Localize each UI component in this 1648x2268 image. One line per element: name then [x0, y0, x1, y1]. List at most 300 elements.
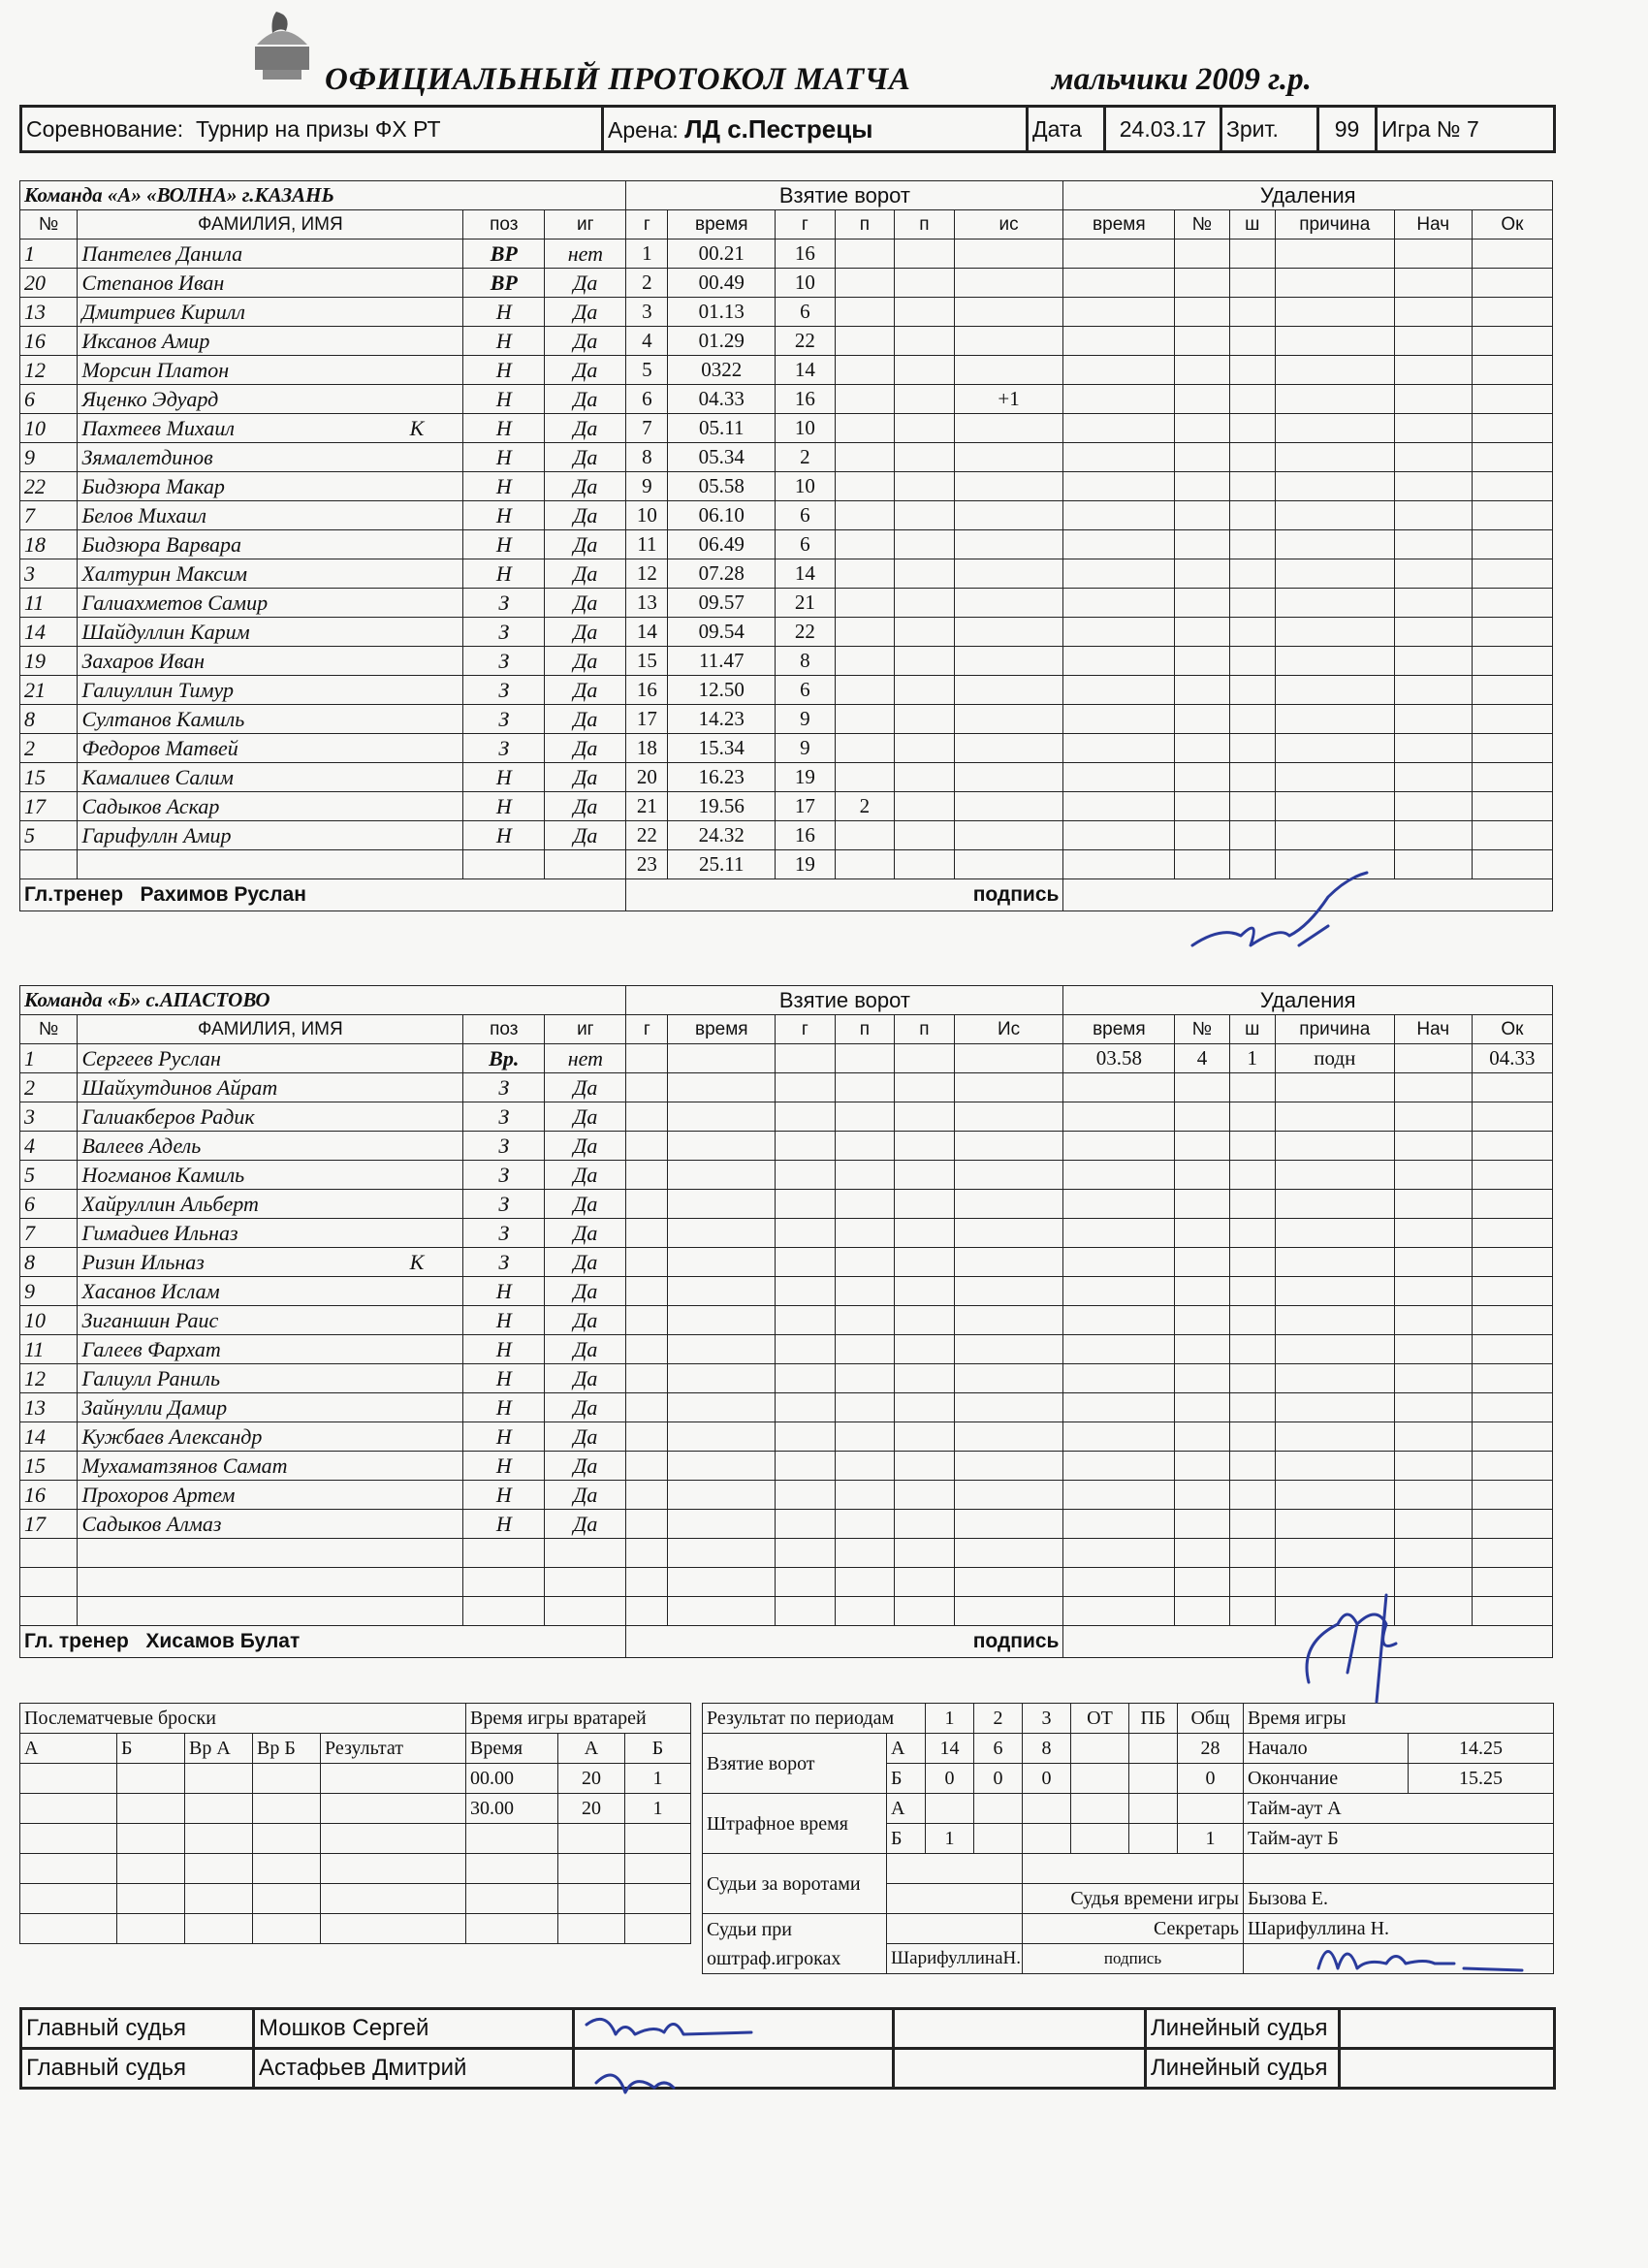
team-b-player-played: Да [545, 1277, 626, 1306]
shootout-cell [253, 1824, 321, 1854]
shootout-row [20, 1854, 691, 1884]
team-b-penalty-player [1175, 1248, 1229, 1277]
team-a-player-name-text: Галиахметов Самир [81, 590, 269, 615]
team-a-penalty-time [1063, 821, 1175, 850]
team-a-row [20, 647, 1553, 676]
shootout-cell [253, 1794, 321, 1824]
team-a-goal-assist-2 [895, 647, 955, 676]
team-a-penalty-time [1063, 676, 1175, 705]
team-a-goal-assist-2 [895, 240, 955, 269]
team-b-penalty-reason [1275, 1452, 1394, 1481]
team-b-penalty-minutes [1229, 1248, 1275, 1277]
team-b-goal-assist-2 [895, 1364, 955, 1393]
team-b-goal-time [668, 1481, 776, 1510]
team-b-goal-number [626, 1422, 668, 1452]
team-a-penalty-end [1472, 821, 1552, 850]
team-a-penalty-end [1472, 240, 1552, 269]
team-b-penalty-player [1175, 1102, 1229, 1132]
team-b-penalty-start [1394, 1102, 1472, 1132]
team-a-penalty-time [1063, 763, 1175, 792]
team-b-penalty-player [1175, 1335, 1229, 1364]
team-b-player-played: Да [545, 1335, 626, 1364]
team-a-goal-situation [954, 850, 1063, 879]
team-a-player-name [78, 850, 463, 879]
team-b-penalty-start [1394, 1277, 1472, 1306]
team-a-penalty-time [1063, 240, 1175, 269]
team-b-col-5: время [668, 1015, 776, 1044]
team-a-penalty-start [1394, 385, 1472, 414]
team-b-penalty-start [1394, 1219, 1472, 1248]
team-b-goal-situation [954, 1219, 1063, 1248]
competition-cell: Соревнование: Турнир на призы ФХ РТ [21, 107, 603, 152]
team-b-penalty-end [1472, 1219, 1552, 1248]
team-a-goal-scorer: 2 [776, 443, 836, 472]
goals-b-p3: 0 [1023, 1764, 1071, 1794]
team-a-player-number: 11 [20, 589, 78, 618]
team-a-penalty-end [1472, 559, 1552, 589]
team-a-penalty-minutes [1229, 559, 1275, 589]
team-a-goal-situation [954, 501, 1063, 530]
team-b-penalty-time [1063, 1277, 1175, 1306]
team-b-penalty-player [1175, 1422, 1229, 1452]
team-a-player-position: Н [463, 530, 545, 559]
team-a-player-name [78, 298, 463, 327]
team-a-player-name [78, 269, 463, 298]
team-a-player-position: Н [463, 501, 545, 530]
team-b-player-played: Да [545, 1306, 626, 1335]
team-b-row [20, 1277, 1553, 1306]
team-b-goal-situation [954, 1568, 1063, 1597]
team-b-player-name [78, 1277, 463, 1306]
team-a-row [20, 589, 1553, 618]
team-a-player-name-text: Дмитриев Кирилл [81, 299, 245, 324]
team-b-penalty-start [1394, 1452, 1472, 1481]
team-b-penalty-start [1394, 1161, 1472, 1190]
team-b-player-name [78, 1073, 463, 1102]
shootout-cell [625, 1854, 691, 1884]
shootout-cell [117, 1764, 185, 1794]
team-b-goal-scorer [776, 1597, 836, 1626]
team-a-player-position: З [463, 734, 545, 763]
team-a-penalty-time [1063, 298, 1175, 327]
shootout-cell [117, 1854, 185, 1884]
team-a-player-number: 12 [20, 356, 78, 385]
team-b-row [20, 1190, 1553, 1219]
team-a-penalty-time [1063, 501, 1175, 530]
team-a-penalty-player [1175, 618, 1229, 647]
team-a-penalty-reason [1275, 530, 1394, 559]
team-b-goal-scorer [776, 1452, 836, 1481]
team-b-col-13: причина [1275, 1015, 1394, 1044]
penalty-judge-name: ШарифуллинаН. [887, 1944, 1023, 1974]
team-a-penalty-reason [1275, 763, 1394, 792]
team-b-goal-time [668, 1568, 776, 1597]
team-b-row [20, 1364, 1553, 1393]
pim-a-p3 [1023, 1794, 1071, 1824]
team-a-goal-scorer: 22 [776, 618, 836, 647]
team-b-player-number: 8 [20, 1248, 78, 1277]
team-a-penalty-start [1394, 327, 1472, 356]
periods-title: Результат по периодам [703, 1704, 926, 1734]
team-a-row [20, 618, 1553, 647]
team-b-goal-assist-1 [835, 1481, 895, 1510]
team-b-player-name [78, 1510, 463, 1539]
pim-b-ot [1071, 1824, 1129, 1854]
team-b-player-name [78, 1335, 463, 1364]
shootout-cell [466, 1914, 558, 1944]
team-b-goal-assist-1 [835, 1277, 895, 1306]
team-a-table [19, 180, 1553, 911]
team-b-penalty-player [1175, 1568, 1229, 1597]
team-a-goal-assist-2 [895, 327, 955, 356]
team-a-goal-situation [954, 821, 1063, 850]
team-b-goal-situation [954, 1393, 1063, 1422]
team-a-goal-situation [954, 734, 1063, 763]
secretary-label: Секретарь [1023, 1914, 1244, 1944]
team-a-goal-scorer: 21 [776, 589, 836, 618]
team-b-penalty-minutes [1229, 1335, 1275, 1364]
team-b-goal-assist-2 [895, 1510, 955, 1539]
team-b-penalty-start [1394, 1306, 1472, 1335]
team-b-goal-scorer [776, 1335, 836, 1364]
shootout-row [20, 1914, 691, 1944]
team-b-player-position [463, 1539, 545, 1568]
team-b-player-name-text: Хайруллин Альберт [81, 1191, 259, 1216]
team-a-player-name-text: Иксанов Амир [81, 328, 210, 353]
team-a-goal-assist-2 [895, 385, 955, 414]
team-b-penalty-player [1175, 1393, 1229, 1422]
goalie-time-b: 1 [625, 1764, 691, 1794]
team-b-table [19, 985, 1553, 1658]
team-b-goal-assist-1 [835, 1248, 895, 1277]
team-a-goal-situation [954, 705, 1063, 734]
goals-label: Взятие ворот [703, 1734, 887, 1794]
team-a-player-position: З [463, 647, 545, 676]
team-b-player-name [78, 1597, 463, 1626]
team-a-penalty-time [1063, 647, 1175, 676]
team-a-player-name [78, 443, 463, 472]
team-a-goal-number: 2 [626, 269, 668, 298]
team-b-player-name [78, 1452, 463, 1481]
team-b-col-7: п [835, 1015, 895, 1044]
team-b-goal-number [626, 1539, 668, 1568]
team-b-goal-assist-2 [895, 1161, 955, 1190]
team-a-penalty-player [1175, 385, 1229, 414]
team-a-goal-assist-2 [895, 618, 955, 647]
team-b-penalty-end: 04.33 [1472, 1044, 1552, 1073]
team-a-penalty-time [1063, 559, 1175, 589]
team-b-col-11: № [1175, 1015, 1229, 1044]
team-b-penalty-time [1063, 1248, 1175, 1277]
pim-b-p1: 1 [926, 1824, 974, 1854]
team-a-goal-scorer: 10 [776, 414, 836, 443]
team-b-player-name-text: Садыков Алмаз [81, 1511, 222, 1536]
shootout-cell [185, 1824, 253, 1854]
team-a-player-name [78, 530, 463, 559]
team-a-col-15: Ок [1472, 210, 1552, 240]
team-b-col-9: Ис [954, 1015, 1063, 1044]
shootout-cell [558, 1884, 625, 1914]
team-b-row [20, 1161, 1553, 1190]
team-b-goal-time [668, 1422, 776, 1452]
team-a-penalty-minutes [1229, 269, 1275, 298]
team-a-penalty-minutes [1229, 530, 1275, 559]
team-a-col-2: поз [463, 210, 545, 240]
team-b-coach: Хисамов Булат [145, 1630, 301, 1652]
team-a-player-name-text: Камалиев Салим [81, 764, 234, 789]
team-b-row [20, 1539, 1553, 1568]
team-b-goal-assist-2 [895, 1248, 955, 1277]
team-a-goal-situation [954, 589, 1063, 618]
team-a-goal-number: 21 [626, 792, 668, 821]
team-b-player-played: Да [545, 1422, 626, 1452]
team-b-goal-number [626, 1393, 668, 1422]
team-a-goal-number: 18 [626, 734, 668, 763]
team-a-penalty-end [1472, 763, 1552, 792]
match-info-table [19, 105, 1556, 153]
team-b-captain-mark: К [409, 1250, 425, 1274]
main-referee-2-label: Главный судья [21, 2049, 254, 2089]
team-a-penalty-reason [1275, 327, 1394, 356]
start-label: Начало [1244, 1734, 1409, 1764]
linesman-1-label: Линейный судья [1146, 2009, 1340, 2049]
team-b-player-name-text: Мухаматзянов Самат [81, 1453, 288, 1478]
team-a-player-position: Н [463, 327, 545, 356]
shootout-col-result: Результат [321, 1734, 466, 1764]
team-a-player-number: 22 [20, 472, 78, 501]
shootout-cell [185, 1794, 253, 1824]
team-b-row [20, 1481, 1553, 1510]
team-b-penalty-start [1394, 1481, 1472, 1510]
team-b-penalty-minutes [1229, 1539, 1275, 1568]
team-b-penalty-reason [1275, 1132, 1394, 1161]
pim-b-total: 1 [1178, 1824, 1244, 1854]
team-a-penalty-reason [1275, 705, 1394, 734]
team-a-goal-number: 6 [626, 385, 668, 414]
shootout-cell [185, 1854, 253, 1884]
team-a-player-played: нет [545, 240, 626, 269]
period-1-header: 1 [926, 1704, 974, 1734]
team-a-goal-scorer: 8 [776, 647, 836, 676]
team-b-player-played [545, 1597, 626, 1626]
team-a-goal-situation [954, 763, 1063, 792]
team-a-penalty-end [1472, 298, 1552, 327]
team-b-row [20, 1248, 1553, 1277]
team-b-coach-cell: Гл. тренер Хисамов Булат [20, 1626, 626, 1658]
team-b-col-8: п [895, 1015, 955, 1044]
team-a-coach-cell: Гл.тренер Рахимов Руслан [20, 879, 626, 911]
team-a-goal-time: 05.58 [668, 472, 776, 501]
end-label: Окончание [1244, 1764, 1409, 1794]
team-b-col-2: поз [463, 1015, 545, 1044]
goals-a-ot [1071, 1734, 1129, 1764]
team-a-goal-assist-1 [835, 618, 895, 647]
team-b-penalty-time [1063, 1161, 1175, 1190]
shootout-row [20, 1824, 691, 1854]
start-value: 14.25 [1409, 1734, 1554, 1764]
shootout-cell [466, 1884, 558, 1914]
team-a-penalty-minutes [1229, 327, 1275, 356]
team-b-penalty-time [1063, 1306, 1175, 1335]
team-b-row [20, 1422, 1553, 1452]
team-b-goal-assist-1 [835, 1597, 895, 1626]
team-a-goal-number: 13 [626, 589, 668, 618]
team-b-player-name-text: Кужбаев Александр [81, 1423, 263, 1449]
shootout-cell [117, 1794, 185, 1824]
team-b-goal-number [626, 1190, 668, 1219]
goal-judge-1b [1023, 1854, 1244, 1884]
team-a-goal-assist-1 [835, 850, 895, 879]
team-a-penalty-start [1394, 676, 1472, 705]
team-a-player-played: Да [545, 763, 626, 792]
team-a-goal-time: 07.28 [668, 559, 776, 589]
team-a-penalty-start [1394, 734, 1472, 763]
team-a-penalty-end [1472, 676, 1552, 705]
team-b-player-name-text: Валеев Адель [81, 1133, 202, 1158]
team-a-penalty-reason [1275, 443, 1394, 472]
shootout-cell [321, 1824, 466, 1854]
team-a-goals-title: Взятие ворот [626, 181, 1063, 210]
team-b-goal-scorer [776, 1481, 836, 1510]
goalie-time-title: Время игры вратарей [466, 1704, 691, 1734]
team-a-goal-assist-1 [835, 734, 895, 763]
team-b-player-name [78, 1219, 463, 1248]
team-b-goal-time [668, 1248, 776, 1277]
team-a-goal-scorer: 14 [776, 356, 836, 385]
secretary-handwritten-signature [1309, 1930, 1532, 1988]
goalie-col-a: А [558, 1734, 625, 1764]
team-a-penalty-reason [1275, 385, 1394, 414]
team-b-penalty-player [1175, 1132, 1229, 1161]
team-a-goal-scorer: 9 [776, 705, 836, 734]
team-b-goal-scorer [776, 1364, 836, 1393]
main-referee-2-name: Астафьев Дмитрий [254, 2049, 574, 2089]
team-b-player-number [20, 1539, 78, 1568]
team-b-player-played: нет [545, 1044, 626, 1073]
team-b-penalty-reason [1275, 1481, 1394, 1510]
team-a-goal-situation [954, 240, 1063, 269]
penalty-judge-1 [887, 1914, 1023, 1944]
team-b-player-position: Н [463, 1335, 545, 1364]
team-b-goal-number [626, 1248, 668, 1277]
team-a-goal-assist-1 [835, 298, 895, 327]
shootout-col-a: А [20, 1734, 117, 1764]
team-a-goal-time: 05.34 [668, 443, 776, 472]
team-b-penalty-minutes [1229, 1481, 1275, 1510]
team-a-penalty-end [1472, 530, 1552, 559]
shootout-cell [185, 1764, 253, 1794]
team-a-player-position: ВР [463, 269, 545, 298]
team-a-penalty-end [1472, 327, 1552, 356]
team-a-player-name [78, 705, 463, 734]
team-a-row [20, 676, 1553, 705]
team-a-goal-assist-1 [835, 705, 895, 734]
team-b-goal-number [626, 1364, 668, 1393]
team-b-goal-time [668, 1132, 776, 1161]
team-b-goal-number [626, 1102, 668, 1132]
shootout-cell [117, 1914, 185, 1944]
team-b-row [20, 1219, 1553, 1248]
team-b-penalty-start [1394, 1510, 1472, 1539]
shootout-cell [253, 1914, 321, 1944]
team-a-goal-situation [954, 269, 1063, 298]
team-b-penalty-minutes [1229, 1306, 1275, 1335]
team-a-penalty-start [1394, 792, 1472, 821]
team-a-penalty-time [1063, 356, 1175, 385]
team-b-player-number: 6 [20, 1190, 78, 1219]
team-a-player-played: Да [545, 792, 626, 821]
team-a-penalty-start [1394, 240, 1472, 269]
game-time-title: Время игры [1244, 1704, 1554, 1734]
team-a-penalty-end [1472, 356, 1552, 385]
team-b-penalty-end [1472, 1161, 1552, 1190]
team-a-row [20, 559, 1553, 589]
team-a-penalty-player [1175, 530, 1229, 559]
goals-b-so [1129, 1764, 1178, 1794]
team-a-player-name-text: Садыков Аскар [81, 793, 220, 818]
shootout-cell [625, 1824, 691, 1854]
team-a-goal-time: 06.49 [668, 530, 776, 559]
team-a-goal-number: 9 [626, 472, 668, 501]
team-b-penalty-reason [1275, 1364, 1394, 1393]
team-b-player-number: 12 [20, 1364, 78, 1393]
team-b-goal-scorer [776, 1422, 836, 1452]
team-a-player-played: Да [545, 734, 626, 763]
team-a-penalty-minutes [1229, 647, 1275, 676]
team-a-row [20, 472, 1553, 501]
team-b-penalty-reason [1275, 1306, 1394, 1335]
team-b-goal-situation [954, 1073, 1063, 1102]
team-b-penalty-time [1063, 1364, 1175, 1393]
team-b-player-name [78, 1393, 463, 1422]
pim-a-ot [1071, 1794, 1129, 1824]
team-b-player-name [78, 1422, 463, 1452]
team-a-player-number: 7 [20, 501, 78, 530]
team-a-player-played: Да [545, 821, 626, 850]
team-a-penalty-minutes [1229, 821, 1275, 850]
team-a-penalty-player [1175, 705, 1229, 734]
team-b-penalty-player [1175, 1277, 1229, 1306]
shootout-col-gkb: Вр Б [253, 1734, 321, 1764]
team-a-col-9: ис [954, 210, 1063, 240]
team-a-player-played: Да [545, 298, 626, 327]
team-a-player-played: Да [545, 589, 626, 618]
team-b-penalty-start [1394, 1073, 1472, 1102]
goalie-time-row [20, 1764, 691, 1794]
team-b-penalty-end [1472, 1073, 1552, 1102]
team-a-penalty-player [1175, 763, 1229, 792]
team-b-goal-assist-1 [835, 1539, 895, 1568]
team-b-goal-assist-1 [835, 1161, 895, 1190]
team-b-goal-time [668, 1539, 776, 1568]
main-referee-1-name: Мошков Сергей [254, 2009, 574, 2049]
team-b-goal-assist-1 [835, 1044, 895, 1073]
team-a-penalty-reason [1275, 240, 1394, 269]
team-b-penalty-end [1472, 1364, 1552, 1393]
main-referee-1-label: Главный судья [21, 2009, 254, 2049]
secretary-signature-label: подпись [1023, 1944, 1244, 1974]
team-a-penalty-reason [1275, 647, 1394, 676]
team-b-player-played [545, 1568, 626, 1597]
timeout-b-label: Тайм-аут Б [1244, 1824, 1554, 1854]
game-number: Игра № 7 [1377, 107, 1555, 152]
team-b-player-name [78, 1190, 463, 1219]
team-b-goal-scorer [776, 1568, 836, 1597]
team-b-player-played: Да [545, 1481, 626, 1510]
goals-team-a-label: А [887, 1734, 926, 1764]
team-b-penalty-time [1063, 1539, 1175, 1568]
team-a-player-name-text: Бидзюра Варвара [81, 531, 241, 557]
